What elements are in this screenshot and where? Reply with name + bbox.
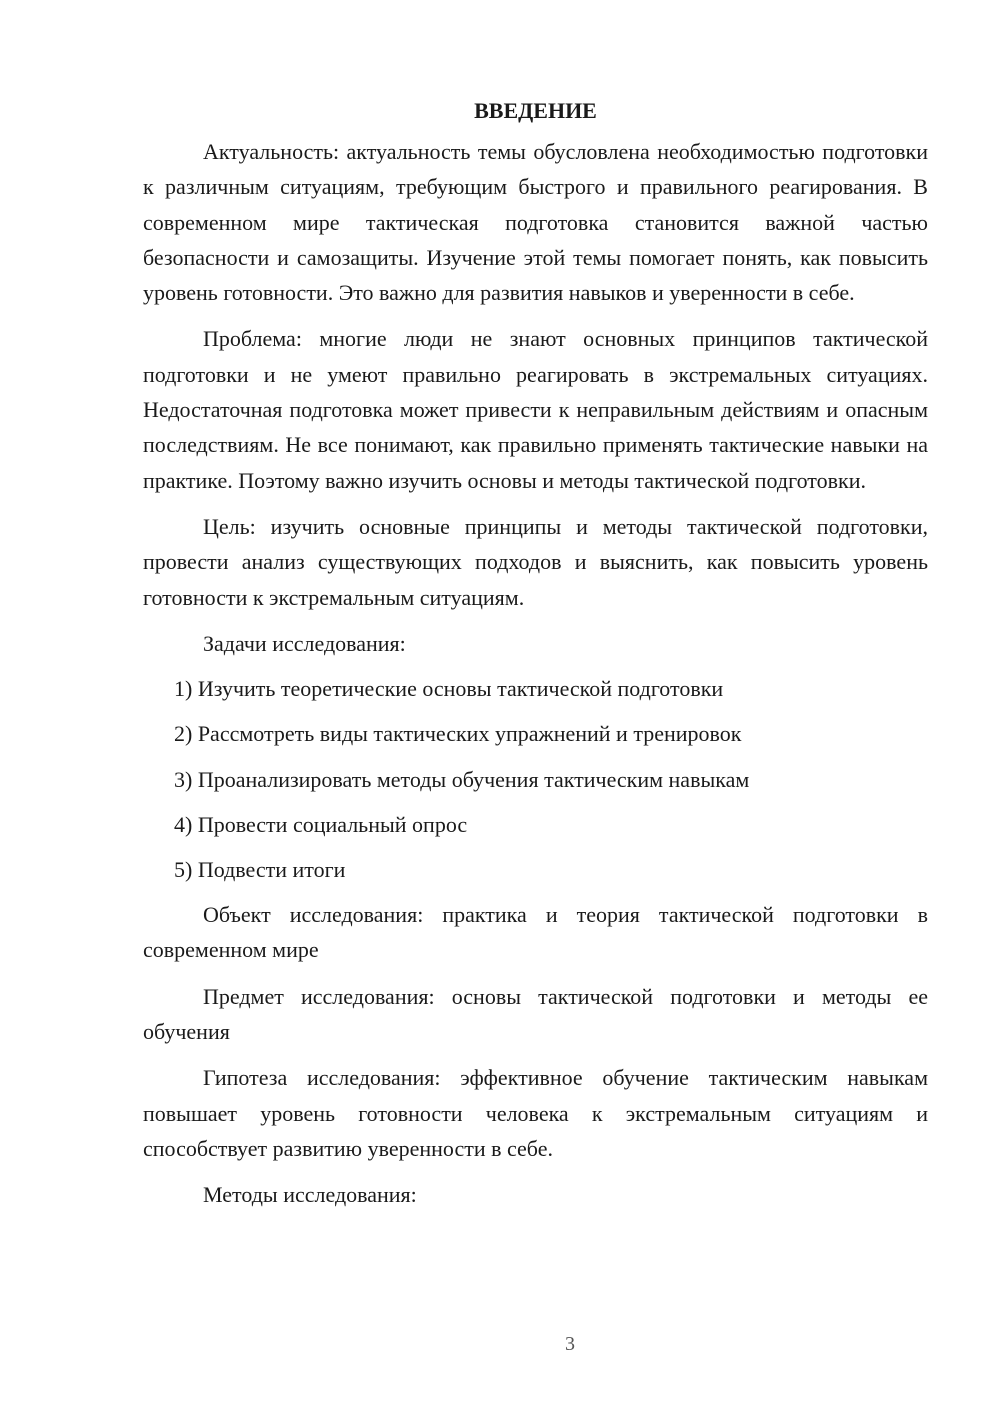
tasks-list — [174, 671, 928, 887]
hypothesis-paragraph: Гипотеза исследования: эффективное обучение тактическим навыкам повышает уровень готовности человека к экстремальным ситуациям и способствует развитию уверенности в себе. — [143, 1065, 928, 1161]
page-number: 3 — [565, 1333, 575, 1355]
task-item: 4) Провести социальный опрос — [174, 811, 468, 837]
section-heading: ВВЕДЕНИЕ — [474, 98, 597, 123]
methods-title: Методы исследования: — [203, 1182, 417, 1208]
tasks-title: Задачи исследования: — [203, 630, 406, 656]
subject-paragraph: Предмет исследования: основы тактической подготовки и методы ее обучения — [143, 983, 928, 1044]
task-item: 1) Изучить теоретические основы тактической подготовки — [174, 676, 724, 702]
object-paragraph: Объект исследования: практика и теория тактической подготовки в современном мире — [143, 902, 928, 963]
goal-paragraph: Цель: изучить основные принципы и методы тактической подготовки, провести анализ существующих подходов и выяснить, как повысить уровень готовности к экстремальным ситуациям. — [143, 513, 928, 610]
problem-paragraph: Проблема: многие люди не знают основных принципов тактической подготовки и не умеют правильно реагировать в экстремальных ситуациях. Недостаточная подготовка может привести к неправильным действиям и опасным последствиям. Не все понимают, как правильно применять тактические навыки на практике. Поэтому важно изучить основы и методы тактической подготовки. — [143, 326, 928, 493]
task-item: 5) Подвести итоги — [174, 856, 346, 882]
task-item: 2) Рассмотреть виды тактических упражнений и тренировок — [174, 721, 742, 747]
document-page — [143, 94, 928, 1222]
relevance-paragraph: Актуальность: актуальность темы обусловлена необходимостью подготовки к различным ситуациям, требующим быстрого и правильного реагирования. В современном мире тактическая подготовка становится важной частью безопасности и самозащиты. Изучение этой темы помогает понять, как повысить уровень готовности. Это важно для развития навыков и уверенности в себе. — [143, 139, 928, 306]
task-item: 3) Проанализировать методы обучения тактическим навыкам — [174, 766, 750, 792]
